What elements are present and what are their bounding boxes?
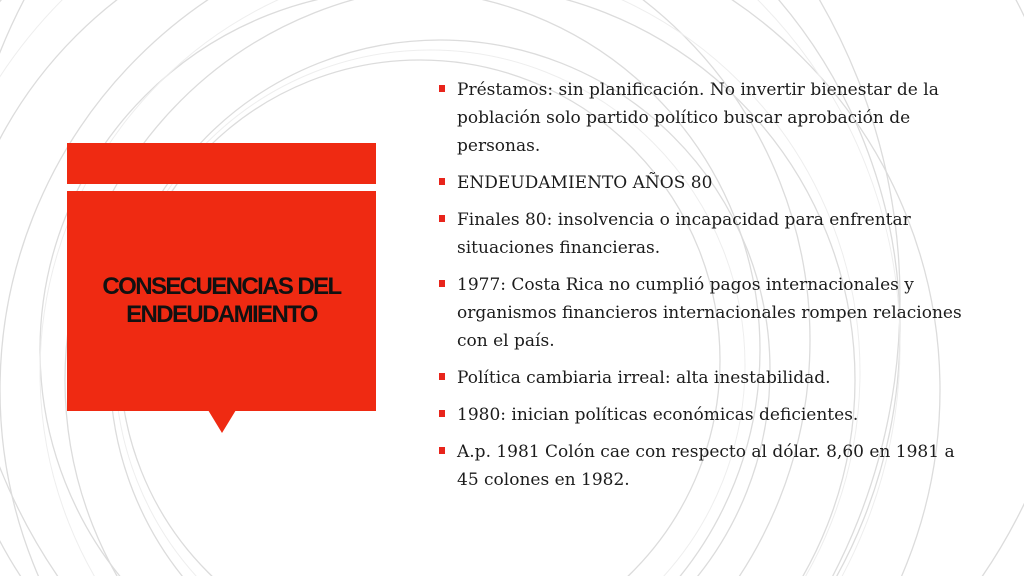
bullet-text: Política cambiaria irreal: alta inestabilidad. (457, 368, 831, 388)
bullet-marker-icon (439, 178, 445, 185)
bullet-marker-icon (439, 410, 445, 417)
bullet-text: ENDEUDAMIENTO AÑOS 80 (457, 173, 713, 193)
slide-title-line-2: ENDEUDAMIENTO (126, 301, 317, 328)
bullet-item (436, 364, 966, 392)
bullet-item (436, 438, 966, 494)
bullet-item (436, 206, 966, 262)
bullet-list (436, 76, 966, 503)
title-panel-pointer (208, 410, 236, 433)
bullet-text: 1980: inician políticas económicas deficientes. (457, 405, 859, 425)
slide-title-line-1: CONSECUENCIAS DEL (102, 273, 341, 300)
bullet-text: A.p. 1981 Colón cae con respecto al dólar. 8,60 en 1981 a 45 colones en 1982. (457, 442, 955, 490)
bullet-marker-icon (439, 447, 445, 454)
bullet-text: Finales 80: insolvencia o incapacidad para enfrentar situaciones financieras. (457, 210, 911, 258)
bullet-text: 1977: Costa Rica no cumplió pagos internacionales y organismos financieros internacionales rompen relaciones con el país. (457, 275, 962, 351)
bullet-item (436, 271, 966, 355)
bullet-item (436, 76, 966, 160)
title-accent-strip (67, 143, 376, 184)
bullet-marker-icon (439, 373, 445, 380)
bullet-marker-icon (439, 215, 445, 222)
bullet-marker-icon (439, 280, 445, 287)
bullet-item (436, 169, 966, 197)
bullet-item (436, 401, 966, 429)
bullet-text: Préstamos: sin planificación. No invertir bienestar de la población solo partido político buscar aprobación de personas. (457, 80, 939, 156)
slide-title (67, 191, 376, 411)
bullet-marker-icon (439, 85, 445, 92)
